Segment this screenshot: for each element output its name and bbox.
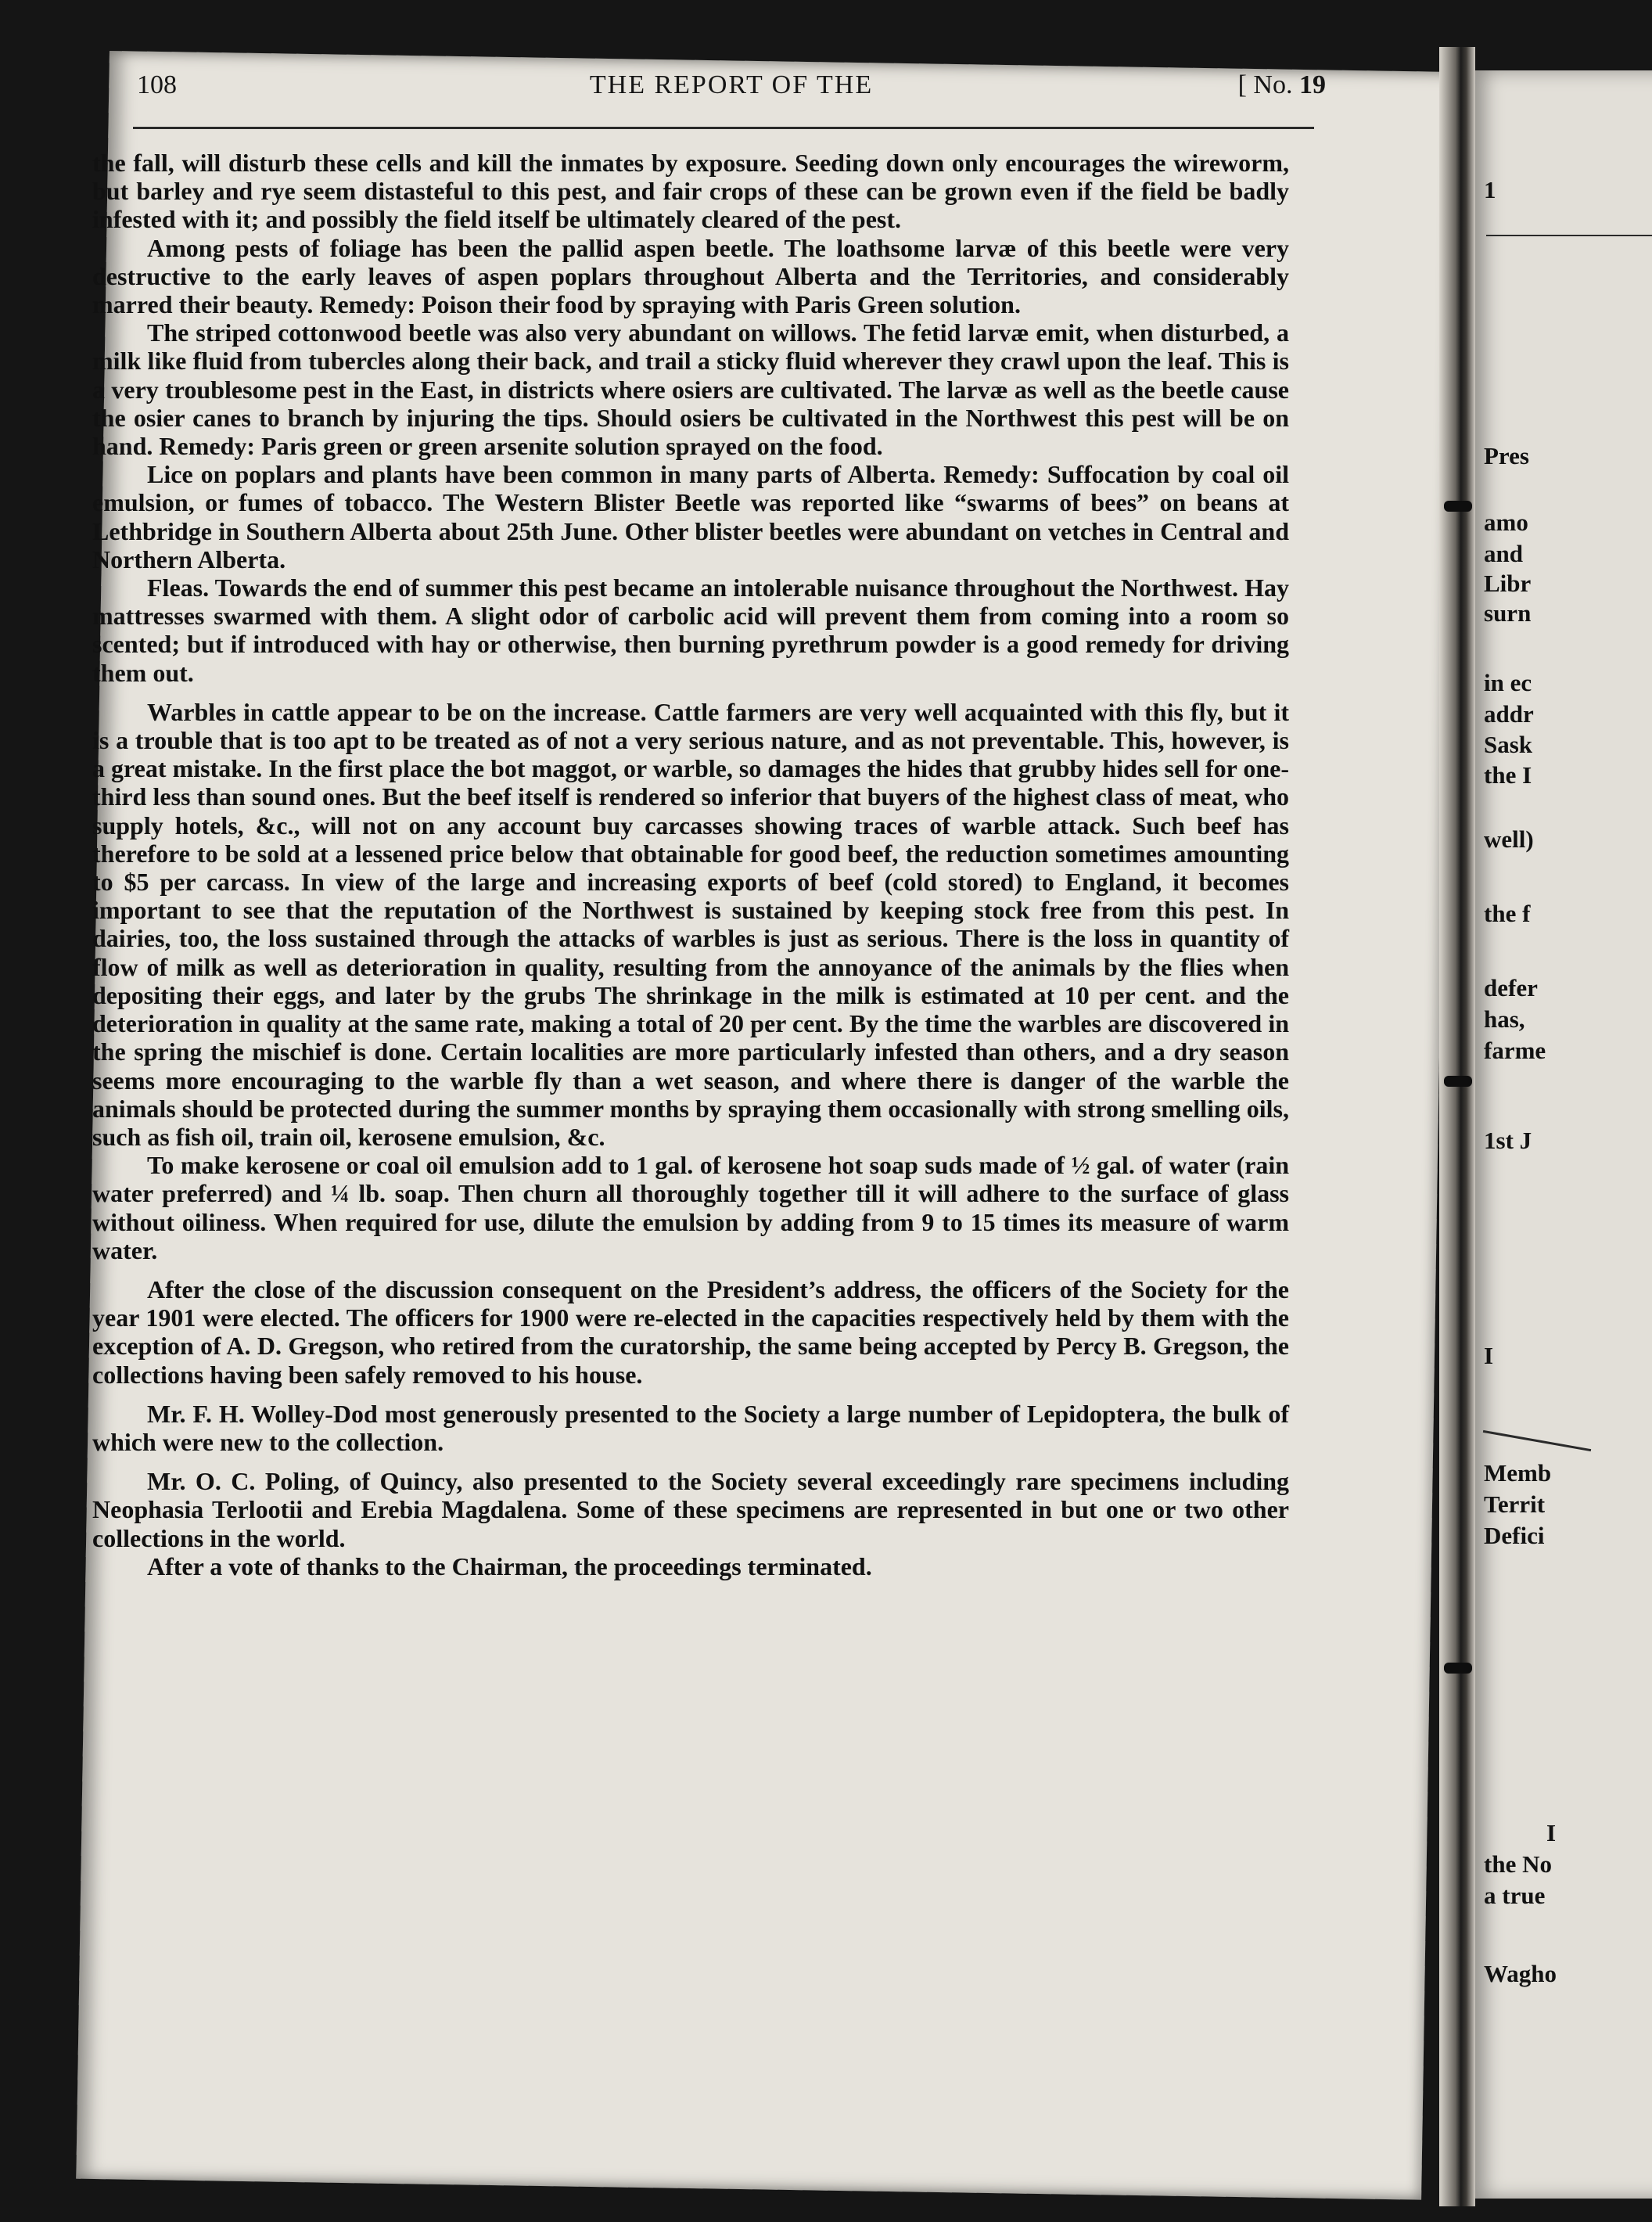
fragment-text: Memb: [1484, 1459, 1552, 1487]
paragraph: the fall, will disturb these cells and kill the inmates by exposure. Seeding down only encourages the wireworm, but barley and rye seem distasteful to this pest, and fair crops of these can be grown even if the field be badly infested with it; and possibly the field itself be ultimately cleared of the pest.: [92, 149, 1289, 234]
fragment-text: I: [1546, 1819, 1557, 1846]
paragraph: Lice on poplars and plants have been common in many parts of Alberta. Remedy: Suffocation by coal oil emulsion, or fumes of tobacco. The Western Blister Beetle was reported like “swarms of bees” on beans at Lethbridge in Southern Alberta about 25th June. Other blister beetles were abundant on vetches in Central and Northern Alberta.: [92, 460, 1289, 573]
fragment-text: I: [1484, 1342, 1494, 1369]
right-page-fragments: [1484, 0, 1652, 2222]
binding-thread: [1444, 501, 1472, 512]
body-text: [92, 149, 1289, 1580]
fragment-text: amo: [1484, 509, 1528, 536]
fragment-text: Sask: [1484, 731, 1533, 758]
fragment-text: Libr: [1484, 570, 1532, 597]
paragraph: Warbles in cattle appear to be on the increase. Cattle farmers are very well acquainted with this fly, but it is a trouble that is too apt to be treated as of not a very serious nature, and as not preventable. This, however, is a great mistake. In the first place the bot maggot, or warble, so damages the hides that grubby hides sell for one-third less than sound ones. But the beef itself is rendered so inferior that buyers of the highest class of meat, who supply hotels, &c., will not on any account buy carcasses showing traces of warble attack. Such beef has therefore to be sold at a lessened price below that obtainable for good beef, the reduction sometimes amounting to $5 per carcass. In view of the large and increasing exports of beef (cold stored) to England, it becomes important to see that the reputation of the Northwest is sustained by keeping stock free from this pest. In dairies, too, the loss sustained through the attacks of warbles is just as serious. There is the loss in quantity of flow of milk as well as deterioration in quality, resulting from the annoyance of the animals by the flies when depositing their eggs, and later by the grubs The shrinkage in the milk is estimated at 10 per cent. and the deterioration in quality at the same rate, making a total of 20 per cent. By the time the warbles are discovered in the spring the mischief is done. Certain localities are more particularly infested than others, and a dry season seems more encouraging to the warble fly than a wet season, and where there is danger of the warble the animals should be protected during the summer months by spraying them occasionally with strong smelling oils, such as fish oil, train oil, kerosene emulsion, &c.: [92, 697, 1289, 1151]
fragment-text: defer: [1484, 974, 1538, 1001]
fragment-text: has,: [1484, 1005, 1525, 1033]
running-head: [137, 70, 1326, 117]
book-gutter: [1439, 47, 1475, 2206]
fragment-text: farme: [1484, 1037, 1546, 1064]
issue-prefix: [ No.: [1237, 70, 1293, 99]
paragraph: The striped cottonwood beetle was also very abundant on willows. The fetid larvæ emit, when disturbed, a milk like fluid from tubercles along their back, and trail a sticky fluid wherever they crawl upon the leaf. This is a very troublesome pest in the East, in districts where osiers are cultivated. The larvæ as well as the beetle cause the osier canes to branch by injuring the tips. Should osiers be cultivated in the Northwest this pest will be on hand. Remedy: Paris green or green arsenite solution sprayed on the food.: [92, 318, 1289, 461]
fragment-text: the I: [1484, 761, 1532, 789]
page-number: 108: [137, 70, 177, 99]
fragment-text: well): [1484, 825, 1534, 853]
fragment-text: a true: [1484, 1882, 1546, 1909]
binding-thread: [1444, 1076, 1472, 1087]
paragraph: Among pests of foliage has been the pallid aspen beetle. The loathsome larvæ of this beetle were very destructive to the early leaves of aspen poplars throughout Alberta and the Territories, and considerably marred their beauty. Remedy: Poison their food by spraying with Paris Green solution.: [92, 233, 1289, 319]
fragment-text: 1st J: [1484, 1127, 1532, 1154]
fragment-text: in ec: [1484, 669, 1532, 696]
running-title: THE REPORT OF THE: [589, 70, 874, 99]
paragraph: To make kerosene or coal oil emulsion add to 1 gal. of kerosene hot soap suds made of ½ gal. of water (rain water preferred) and ¼ lb. soap. Then churn all thoroughly together till it will adhere to the surface of glass without oiliness. When required for use, dilute the emulsion by adding from 9 to 15 times its measure of warm water.: [92, 1151, 1289, 1264]
paragraph: Mr. O. C. Poling, of Quincy, also presented to the Society several exceedingly rare specimens including Neophasia Terlootii and Erebia Magdalena. Some of these specimens are represented in but one or two other collections in the world.: [92, 1467, 1289, 1552]
issue-number: [1238, 70, 1326, 100]
fragment-text: and: [1484, 540, 1523, 567]
fragment-text: 1: [1484, 176, 1496, 203]
fragment-text: Defici: [1484, 1522, 1545, 1549]
header-rule: [133, 127, 1314, 129]
paragraph: After the close of the discussion consequent on the President’s address, the officers of the Society for the year 1901 were elected. The officers for 1900 were re-elected in the capacities respectively held by them with the exception of A. D. Gregson, who retired from the curatorship, the same being accepted by Percy B. Gregson, the collections having been safely removed to his house.: [92, 1275, 1289, 1389]
fragment-text: surn: [1484, 599, 1532, 627]
binding-thread: [1444, 1663, 1472, 1674]
fragment-text: Wagho: [1484, 1960, 1557, 1987]
paragraph: After a vote of thanks to the Chairman, the proceedings terminated.: [147, 1551, 872, 1580]
paragraph: Mr. F. H. Wolley-Dod most generously presented to the Society a large number of Lepidoptera, the bulk of which were new to the collection.: [92, 1399, 1289, 1456]
paragraph: Fleas. Towards the end of summer this pest became an intolerable nuisance throughout the Northwest. Hay mattresses swarmed with them. A slight odor of carbolic acid will prevent them from coming into a room so scented; but if introduced with hay or otherwise, then burning pyrethrum powder is a good remedy for driving them out.: [92, 573, 1289, 687]
fragment-text: Territ: [1484, 1490, 1546, 1518]
issue-number-value: 19: [1299, 70, 1326, 99]
fragment-text: addr: [1484, 700, 1534, 728]
fragment-text: the f: [1484, 900, 1531, 927]
fragment-text: Pres: [1484, 442, 1529, 469]
fragment-text: the No: [1484, 1850, 1552, 1878]
